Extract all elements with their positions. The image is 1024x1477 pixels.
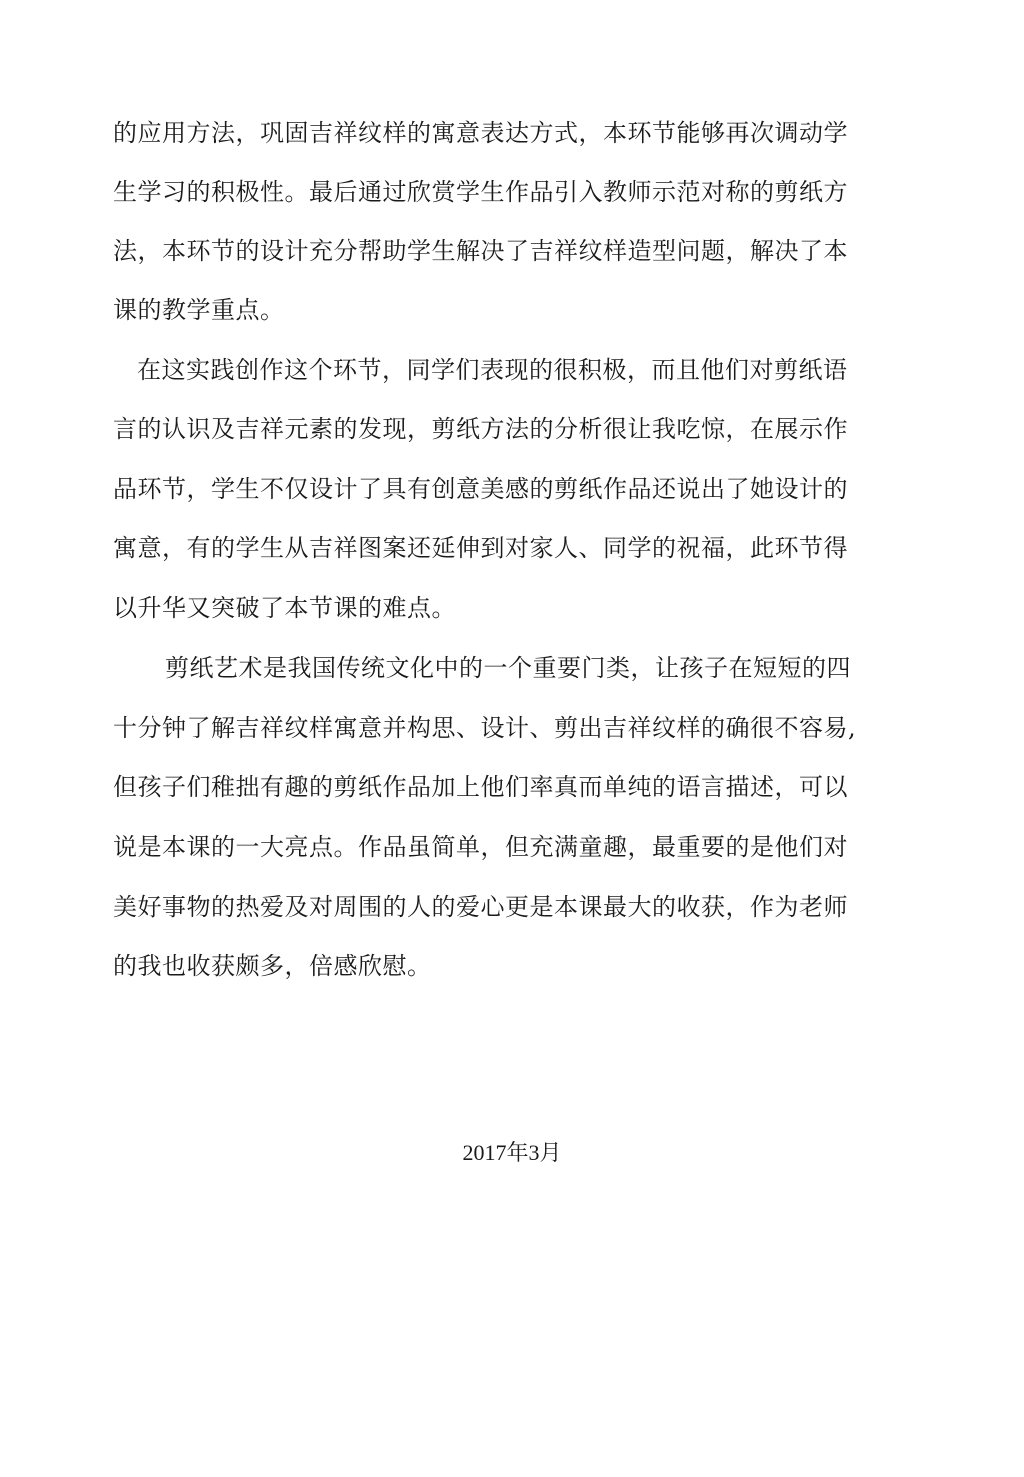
text-line: 说是本课的一大亮点。作品虽简单，但充满童趣，最重要的是他们对 [113, 833, 848, 861]
paragraph-first-line: 剪纸艺术是我国传统文化中的一个重要门类，让孩子在短短的四 [165, 654, 851, 682]
text-line: 生学习的积极性。最后通过欣赏学生作品引入教师示范对称的剪纸方 [113, 178, 848, 206]
text-line: 言的认识及吉祥元素的发现，剪纸方法的分析很让我吃惊，在展示作 [113, 415, 848, 443]
text-line: 的我也收获颇多，倍感欣慰。 [113, 952, 432, 980]
text-line: 法，本环节的设计充分帮助学生解决了吉祥纹样造型问题，解决了本 [113, 237, 848, 265]
text-line: 十分钟了解吉祥纹样寓意并构思、设计、剪出吉祥纹样的确很不容易, [113, 714, 857, 742]
text-line: 课的教学重点。 [113, 296, 285, 324]
text-line: 品环节，学生不仅设计了具有创意美感的剪纸作品还说出了她设计的 [113, 475, 848, 503]
document-date: 2017年3月 [462, 1140, 562, 1165]
paragraph-first-line: 在这实践创作这个环节，同学们表现的很积极，而且他们对剪纸语 [137, 356, 848, 384]
text-line: 但孩子们稚拙有趣的剪纸作品加上他们率真而单纯的语言描述，可以 [113, 773, 848, 801]
text-line: 寓意，有的学生从吉祥图案还延伸到对家人、同学的祝福，此环节得 [113, 534, 848, 562]
text-line: 的应用方法，巩固吉祥纹样的寓意表达方式，本环节能够再次调动学 [113, 119, 848, 147]
text-line: 美好事物的热爱及对周围的人的爱心更是本课最大的收获，作为老师 [113, 893, 848, 921]
text-line: 以升华又突破了本节课的难点。 [113, 594, 456, 622]
